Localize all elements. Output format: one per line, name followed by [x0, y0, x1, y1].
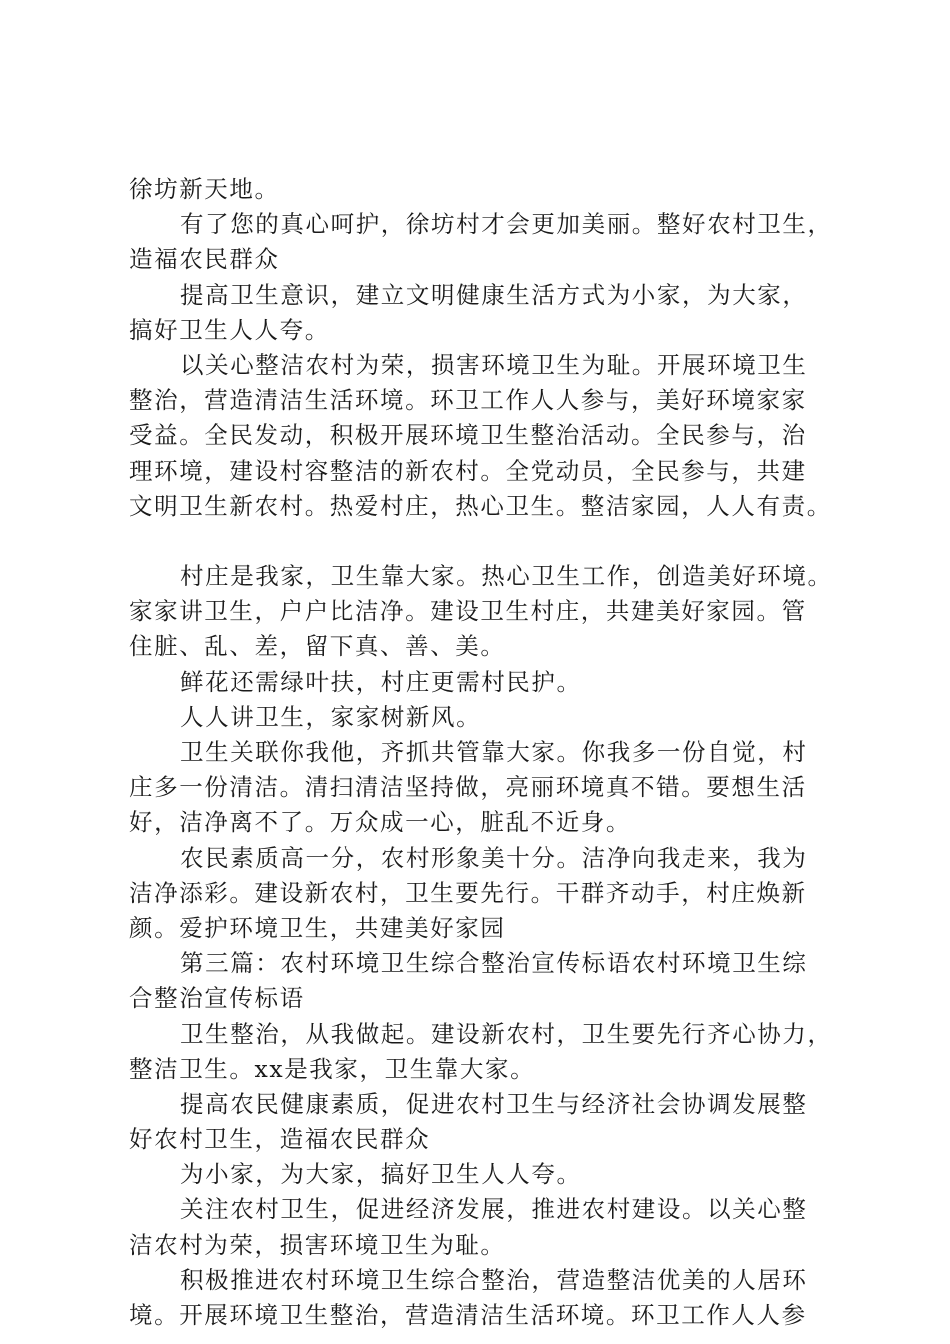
text-line: 好农村卫生，造福农民群众 — [129, 1125, 431, 1154]
text-line: 徐坊新天地。 — [129, 175, 280, 203]
text-line: 整治，营造清洁生活环境。环卫工作人人参与，美好环境家家 — [129, 386, 807, 415]
text-line: 整洁卫生。xx是我家，卫生靠大家。 — [129, 1054, 536, 1083]
text-line: 理环境，建设村容整洁的新农村。全党动员，全民参与，共建 — [129, 456, 807, 485]
text-line: 积极推进农村环境卫生综合整治，营造整洁优美的人居环 — [180, 1265, 808, 1294]
text-line: 合整治宣传标语 — [129, 984, 305, 1013]
text-line: 家家讲卫生，户户比洁净。建设卫生村庄，共建美好家园。管 — [129, 597, 807, 626]
text-line: 人人讲卫生，家家树新风。 — [180, 702, 482, 731]
text-line: 搞好卫生人人夸。 — [129, 315, 330, 344]
text-line: 提高卫生意识，建立文明健康生活方式为小家，为大家， — [180, 280, 808, 309]
text-line: 洁农村为荣，损害环境卫生为耻。 — [129, 1230, 506, 1259]
text-line: 卫生关联你我他，齐抓共管靠大家。你我多一份自觉，村 — [180, 738, 808, 766]
document-body — [129, 172, 854, 1333]
text-line: 住脏、乱、差，留下真、善、美。 — [129, 632, 506, 661]
text-line: 造福农民群众 — [129, 245, 280, 274]
blank-line — [129, 524, 854, 559]
text-line: 鲜花还需绿叶扶，村庄更需村民护。 — [180, 667, 582, 696]
text-line: 庄多一份清洁。清扫清洁坚持做，亮丽环境真不错。要想生活 — [129, 773, 807, 802]
text-line: 颜。爱护环境卫生，共建美好家园 — [129, 913, 506, 942]
text-line: 为小家，为大家，搞好卫生人人夸。 — [180, 1160, 582, 1189]
text-line: 卫生整治，从我做起。建设新农村，卫生要先行齐心协力， — [180, 1019, 833, 1048]
text-line: 关注农村卫生，促进经济发展，推进农村建设。以关心整 — [180, 1195, 808, 1224]
text-line: 第三篇：农村环境卫生综合整治宣传标语农村环境卫生综 — [180, 949, 808, 978]
text-line: 洁净添彩。建设新农村，卫生要先行。干群齐动手，村庄焕新 — [129, 878, 807, 907]
text-line: 农民素质高一分，农村形象美十分。洁净向我走来，我为 — [180, 843, 808, 872]
text-line: 村庄是我家，卫生靠大家。热心卫生工作，创造美好环境。 — [180, 562, 833, 591]
text-line: 有了您的真心呵护，徐坊村才会更加美丽。整好农村卫生， — [180, 210, 833, 239]
text-line: 境。开展环境卫生整治，营造清洁生活环境。环卫工作人人参 — [129, 1301, 807, 1329]
text-line: 以关心整洁农村为荣，损害环境卫生为耻。开展环境卫生 — [180, 350, 808, 379]
text-line: 提高农民健康素质，促进农村卫生与经济社会协调发展整 — [180, 1089, 808, 1118]
text-line: 好，洁净离不了。万众成一心，脏乱不近身。 — [129, 808, 631, 837]
text-line: 受益。全民发动，积极开展环境卫生整治活动。全民参与，治 — [129, 421, 807, 450]
text-line: 文明卫生新农村。热爱村庄，热心卫生。整洁家园，人人有责。 — [129, 491, 832, 520]
